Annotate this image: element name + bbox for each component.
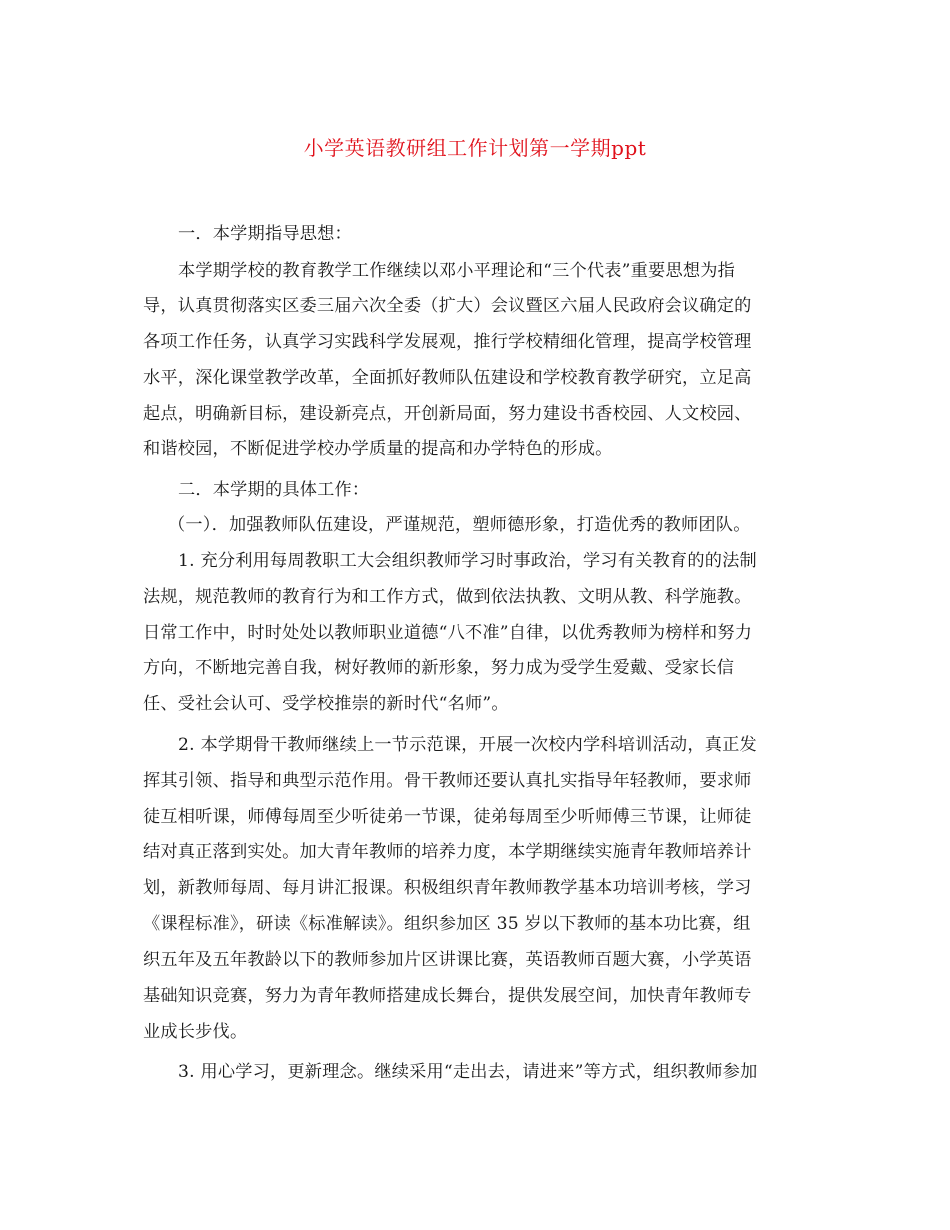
paragraph-line: 织五年及五年教龄以下的教师参加片区讲课比赛，英语教师百题大赛，小学英语 [143,950,752,970]
paragraph-line: 法规，规范教师的教育行为和工作方式，做到依法执教、文明从教、科学施教。 [143,587,752,607]
paragraph-line: 3. 用心学习，更新理念。继续采用“走出去，请进来”等方式，组织教师参加 [178,1062,758,1082]
paragraph-line: 任、受社会认可、受学校推崇的新时代“名师”。 [143,694,509,714]
paragraph-line: 划，新教师每周、每月讲汇报课。积极组织青年教师教学基本功培训考核，学习 [143,878,752,898]
paragraph-line: 业成长步伐。 [143,1022,248,1042]
paragraph-line: 和谐校园，不断促进学校办学质量的提高和办学特色的形成。 [143,439,613,459]
paragraph-line: 本学期学校的教育教学工作继续以邓小平理论和“三个代表”重要思想为指 [178,261,735,281]
paragraph-line: 2. 本学期骨干教师继续上一节示范课，开展一次校内学科培训活动，真正发 [178,735,757,755]
paragraph-line: 起点，明确新目标，建设新亮点，开创新局面，努力建设书香校园、人文校园、 [143,404,752,424]
paragraph-line: 导，认真贯彻落实区委三届六次全委（扩大）会议暨区六届人民政府会议确定的 [143,296,752,316]
paragraph-line: 《课程标准》，研读《标准解读》。组织参加区 35 岁以下教师的基本功比赛，组 [143,914,751,934]
subsection-heading: （一）．加强教师队伍建设，严谨规范，塑师德形象，打造优秀的教师团队。 [168,515,751,535]
paragraph-line: 1. 充分利用每周教职工大会组织教师学习时事政治，学习有关教育的的法制 [178,551,757,571]
paragraph-line: 各项工作任务，认真学习实践科学发展观，推行学校精细化管理，提高学校管理 [143,332,752,352]
paragraph-line: 方向，不断地完善自我，树好教师的新形象，努力成为受学生爱戴、受家长信 [143,658,735,678]
paragraph-line: 徒互相听课，师傅每周至少听徒弟一节课，徒弟每周至少听师傅三节课，让师徒 [143,807,752,827]
section-heading-2: 二．本学期的具体工作： [178,480,370,500]
paragraph-line: 结对真正落到实处。加大青年教师的培养力度，本学期继续实施青年教师培养计 [143,842,752,862]
section-heading-1: 一．本学期指导思想： [178,224,352,244]
paragraph-line: 基础知识竞赛，努力为青年教师搭建成长舞台，提供发展空间，加快青年教师专 [143,986,752,1006]
document-title: 小学英语教研组工作计划第一学期ppt [303,136,647,160]
paragraph-line: 挥其引领、指导和典型示范作用。骨干教师还要认真扎实指导年轻教师，要求师 [143,771,752,791]
paragraph-line: 日常工作中，时时处处以教师职业道德“八不准”自律，以优秀教师为榜样和努力 [143,623,753,643]
paragraph-line: 水平，深化课堂教学改革，全面抓好教师队伍建设和学校教育教学研究，立足高 [143,368,752,388]
